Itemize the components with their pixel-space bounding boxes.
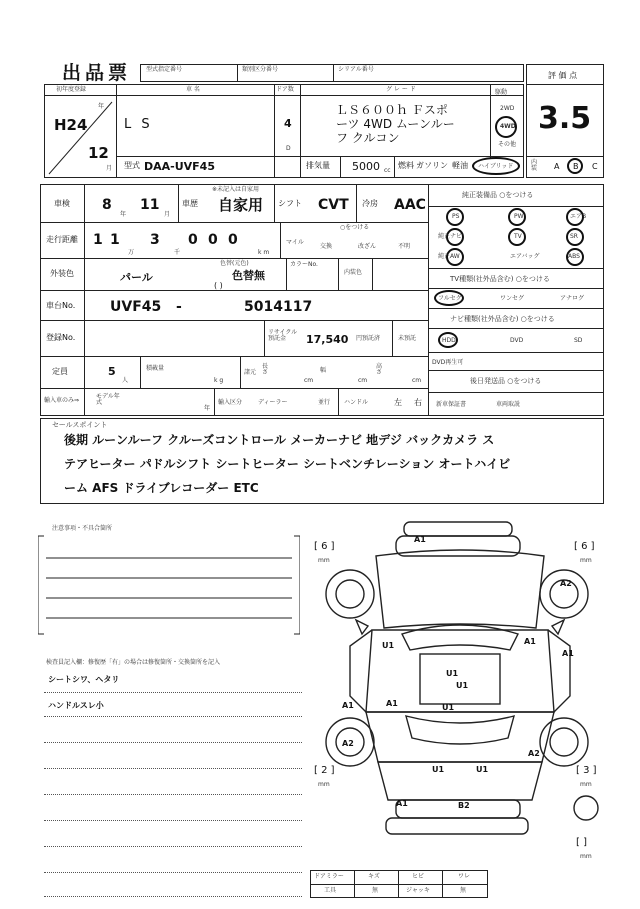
- interior-a: A: [554, 162, 560, 171]
- tread-rear-left: 2: [321, 765, 328, 776]
- dim-label: 諸元: [244, 369, 257, 376]
- shaken-month-unit: 月: [164, 211, 171, 218]
- equip-tv: TV: [514, 233, 522, 240]
- cm-unit: cm: [304, 377, 314, 384]
- mileage-digit: 0: [188, 232, 198, 248]
- doc-manual: 車両取説: [496, 401, 521, 408]
- sales-line-2: テアヒーター パドルシフト シートヒーター シートベンチレーション オートハイビ: [64, 457, 511, 471]
- mileage-label: 走行距離: [46, 235, 78, 244]
- type-number-label: 型式指定番号: [146, 66, 183, 73]
- usage: 自家用: [218, 196, 264, 214]
- height-label: 高さ: [376, 363, 383, 376]
- inspector-note-2: ハンドルスレ小: [48, 701, 104, 710]
- handle-right: 右: [414, 398, 422, 407]
- acc-header: ヒビ: [412, 873, 425, 880]
- import-type-label: 輸入区分: [218, 399, 243, 406]
- man-unit: 万: [128, 249, 135, 256]
- acc-value: 工具: [324, 887, 337, 894]
- grade-line-3: フ クルコン: [336, 131, 400, 145]
- interior-b-circle: [567, 158, 583, 174]
- displacement: 5000: [352, 160, 380, 173]
- damage-mark: B2: [458, 801, 470, 810]
- fuel-hybrid: ハイブリッド: [478, 163, 514, 170]
- equip-ps: PS: [452, 213, 460, 220]
- damage-mark: A2: [560, 579, 572, 588]
- cm-unit: cm: [412, 377, 422, 384]
- grade-line-2: ーツ 4WD ムーンルー: [336, 117, 455, 131]
- drive-2wd: 2WD: [500, 105, 515, 112]
- form-title: 出品票: [62, 62, 132, 84]
- mm-unit: mm: [318, 781, 330, 788]
- mile-label: マイル: [286, 239, 304, 246]
- fuel-diesel: 軽油: [452, 161, 468, 170]
- capacity: 5: [108, 365, 116, 378]
- damage-mark: A1: [386, 699, 398, 708]
- load-label: 積載量: [146, 365, 165, 372]
- navi-hdd: HDD: [442, 337, 456, 344]
- meter-fu: 不明: [398, 243, 411, 250]
- sales-line-3: ーム AFS ドライブレコーダー ETC: [64, 481, 259, 495]
- model-code: DAA-UVF45: [144, 160, 215, 173]
- top-number-row: [140, 64, 524, 82]
- shift: CVT: [318, 197, 349, 213]
- tread-front-left: 6: [321, 541, 328, 552]
- model-year-label: モデル年式: [96, 393, 120, 406]
- mm-unit: mm: [580, 853, 592, 860]
- damage-mark: U1: [442, 703, 455, 712]
- dvd-play: DVD再生可: [432, 359, 464, 366]
- class-number-label: 類別区分番号: [242, 66, 279, 73]
- meter-circle-label: ○をつける: [340, 224, 370, 231]
- interior-b: B: [573, 162, 579, 171]
- equip-airbag: エアバッグ: [510, 253, 540, 260]
- import-label: 輸入車のみ⇒: [44, 397, 80, 404]
- grade-label: グ レ ー ド: [386, 86, 416, 93]
- serial-number-label: シリアル番号: [338, 66, 374, 73]
- interior-label: 内装: [531, 159, 538, 172]
- tv-analog: アナログ: [560, 295, 585, 302]
- acc-value: 無: [460, 887, 467, 894]
- shift-label: シフト: [278, 199, 302, 208]
- mm-unit: mm: [580, 781, 592, 788]
- reg-label: 登録No.: [46, 333, 76, 342]
- model-label: 型式: [124, 161, 140, 170]
- shaken-year: 8: [102, 197, 112, 213]
- first-reg-label: 初年度登録: [56, 86, 87, 93]
- meter-kai: 改ざん: [358, 243, 377, 250]
- recycle-amount: 17,540: [306, 333, 349, 346]
- caution-label: 注意事項・不具合箇所: [52, 525, 113, 532]
- drive-4wd: 4WD: [500, 123, 516, 130]
- navi-header: ナビ種類(社外品含む) ○をつける: [450, 315, 555, 323]
- equip-airb: エアB: [570, 213, 587, 220]
- damage-mark: U1: [432, 765, 445, 774]
- chassis-dash: -: [176, 299, 182, 315]
- tv-oneseg: ワンセグ: [500, 295, 525, 302]
- fuel-gas: ガソリン: [416, 161, 448, 170]
- shaken-label: 車検: [54, 199, 70, 208]
- damage-mark: A1: [562, 649, 574, 658]
- shaken-month: 11: [140, 197, 160, 213]
- interior-c: C: [592, 162, 598, 171]
- equip-pw: PW: [514, 213, 524, 220]
- recycle-unit: 円預託済: [356, 335, 381, 342]
- handle-left: 左: [394, 398, 402, 407]
- damage-mark: A2: [528, 749, 540, 758]
- damage-mark: A1: [396, 799, 408, 808]
- grade-line-1: ＬＳ６００ｈ Ｆスポ: [336, 103, 448, 117]
- acc-value: 無: [372, 887, 379, 894]
- drive-4wd-circle: [495, 116, 517, 138]
- chassis-number: 5014117: [244, 299, 313, 315]
- equip-abs: ABS: [568, 253, 580, 260]
- recycle-none: 未預託: [398, 335, 417, 342]
- km-unit: k m: [258, 249, 270, 256]
- first-reg-month: 12: [88, 144, 109, 162]
- sales-line-1: 後期 ルーンルーフ クルーズコントロール メーカーナビ 地デジ バックカメラ ス: [64, 433, 495, 447]
- model-year-suffix: 年: [204, 405, 211, 412]
- inspector-label: 検査員記入欄：修復歴「有」の場合は修復箇所・交換箇所を記入: [46, 659, 221, 666]
- equip-sr: SR: [570, 233, 578, 240]
- color-no-label: カラーNo.: [290, 261, 318, 268]
- usage-label: 車歴: [182, 199, 198, 208]
- doc-warranty: 新車保証書: [436, 401, 467, 408]
- mileage-digit: 1: [93, 232, 103, 248]
- door-count: 4: [284, 117, 292, 130]
- chassis-prefix: UVF45: [110, 299, 162, 315]
- car-diagram: [310, 516, 610, 868]
- damage-mark: A2: [342, 739, 354, 748]
- tread-rear-right: 3: [583, 765, 590, 776]
- mileage-digit: 3: [150, 232, 160, 248]
- equipment-header: 純正装備品 ○をつける: [462, 191, 534, 199]
- damage-mark: U1: [446, 669, 459, 678]
- evaluation-score: 3.5: [538, 101, 592, 136]
- damage-mark: U1: [456, 681, 469, 690]
- tread-front-right: 6: [581, 541, 588, 552]
- acc-header: ワレ: [458, 873, 471, 880]
- damage-mark: A1: [524, 637, 536, 646]
- mm-unit: mm: [318, 557, 330, 564]
- repaint-paren: ( ): [214, 281, 223, 290]
- door-label: ドア数: [276, 86, 294, 93]
- capacity-label: 定員: [52, 367, 68, 376]
- person-unit: 人: [122, 377, 129, 384]
- chassis-label: 車台No.: [46, 301, 76, 310]
- import-parallel: 並行: [318, 399, 331, 406]
- drive-other: その他: [498, 141, 517, 148]
- first-reg-era: H24: [54, 116, 88, 134]
- equip-navi: 純正ナビ: [438, 233, 463, 240]
- year-unit: 年: [98, 103, 105, 110]
- month-unit: 月: [106, 165, 113, 172]
- mileage-digit: 1: [110, 232, 120, 248]
- inspector-note-1: シートシワ、ヘタリ: [48, 675, 120, 684]
- equip-aw: 純正AW: [438, 253, 460, 260]
- fuel-label: 燃料: [398, 161, 414, 170]
- tv-header: TV種類(社外品含む) ○をつける: [450, 275, 550, 283]
- mileage-digit: 0: [228, 232, 238, 248]
- usage-note: ※未記入は自家用: [212, 186, 260, 193]
- repaint: 色替無: [232, 269, 265, 282]
- cc-unit: cc: [384, 167, 391, 174]
- repaint-label: 色替(元色): [220, 260, 249, 267]
- ac: AAC: [394, 197, 426, 213]
- displacement-label: 排気量: [306, 161, 330, 170]
- color-label: 外装色: [50, 269, 74, 278]
- eval-label: 評 価 点: [548, 71, 578, 80]
- drive-label: 駆動: [495, 89, 508, 96]
- docs-header: 後日発送品 ○をつける: [470, 377, 542, 385]
- handle-label: ハンドル: [344, 399, 369, 406]
- damage-mark: U1: [382, 641, 395, 650]
- door-sub: D: [286, 145, 291, 152]
- shaken-year-unit: 年: [120, 211, 127, 218]
- damage-mark: A1: [414, 535, 426, 544]
- car-name: L S: [124, 117, 153, 132]
- exterior-color: パール: [120, 271, 153, 284]
- import-dealer: ディーラー: [258, 399, 288, 406]
- width-label: 幅: [320, 367, 327, 374]
- kg-unit: k g: [214, 377, 224, 384]
- car-name-label: 車 名: [186, 86, 200, 93]
- ac-label: 冷房: [362, 199, 378, 208]
- tv-fullseg: フルセグ: [438, 295, 462, 302]
- acc-value: ジャッキ: [406, 887, 430, 894]
- damage-mark: U1: [476, 765, 489, 774]
- cm-unit: cm: [358, 377, 368, 384]
- mileage-digit: 0: [208, 232, 218, 248]
- mm-unit: mm: [580, 557, 592, 564]
- length-label: 長さ: [262, 363, 269, 376]
- interior-color-label: 内装色: [344, 269, 363, 276]
- recycle-label: リサイクル預託金: [268, 329, 298, 342]
- fuel-hybrid-circle: [472, 157, 520, 175]
- sen-unit: 千: [174, 249, 181, 256]
- acc-header: ドアミラー: [314, 873, 344, 880]
- meter-kou: 交換: [320, 243, 333, 250]
- damage-mark: A1: [342, 701, 354, 710]
- navi-dvd: DVD: [510, 337, 524, 344]
- sales-label: セールスポイント: [52, 421, 108, 429]
- acc-header: キズ: [368, 873, 380, 880]
- navi-sd: SD: [574, 337, 583, 344]
